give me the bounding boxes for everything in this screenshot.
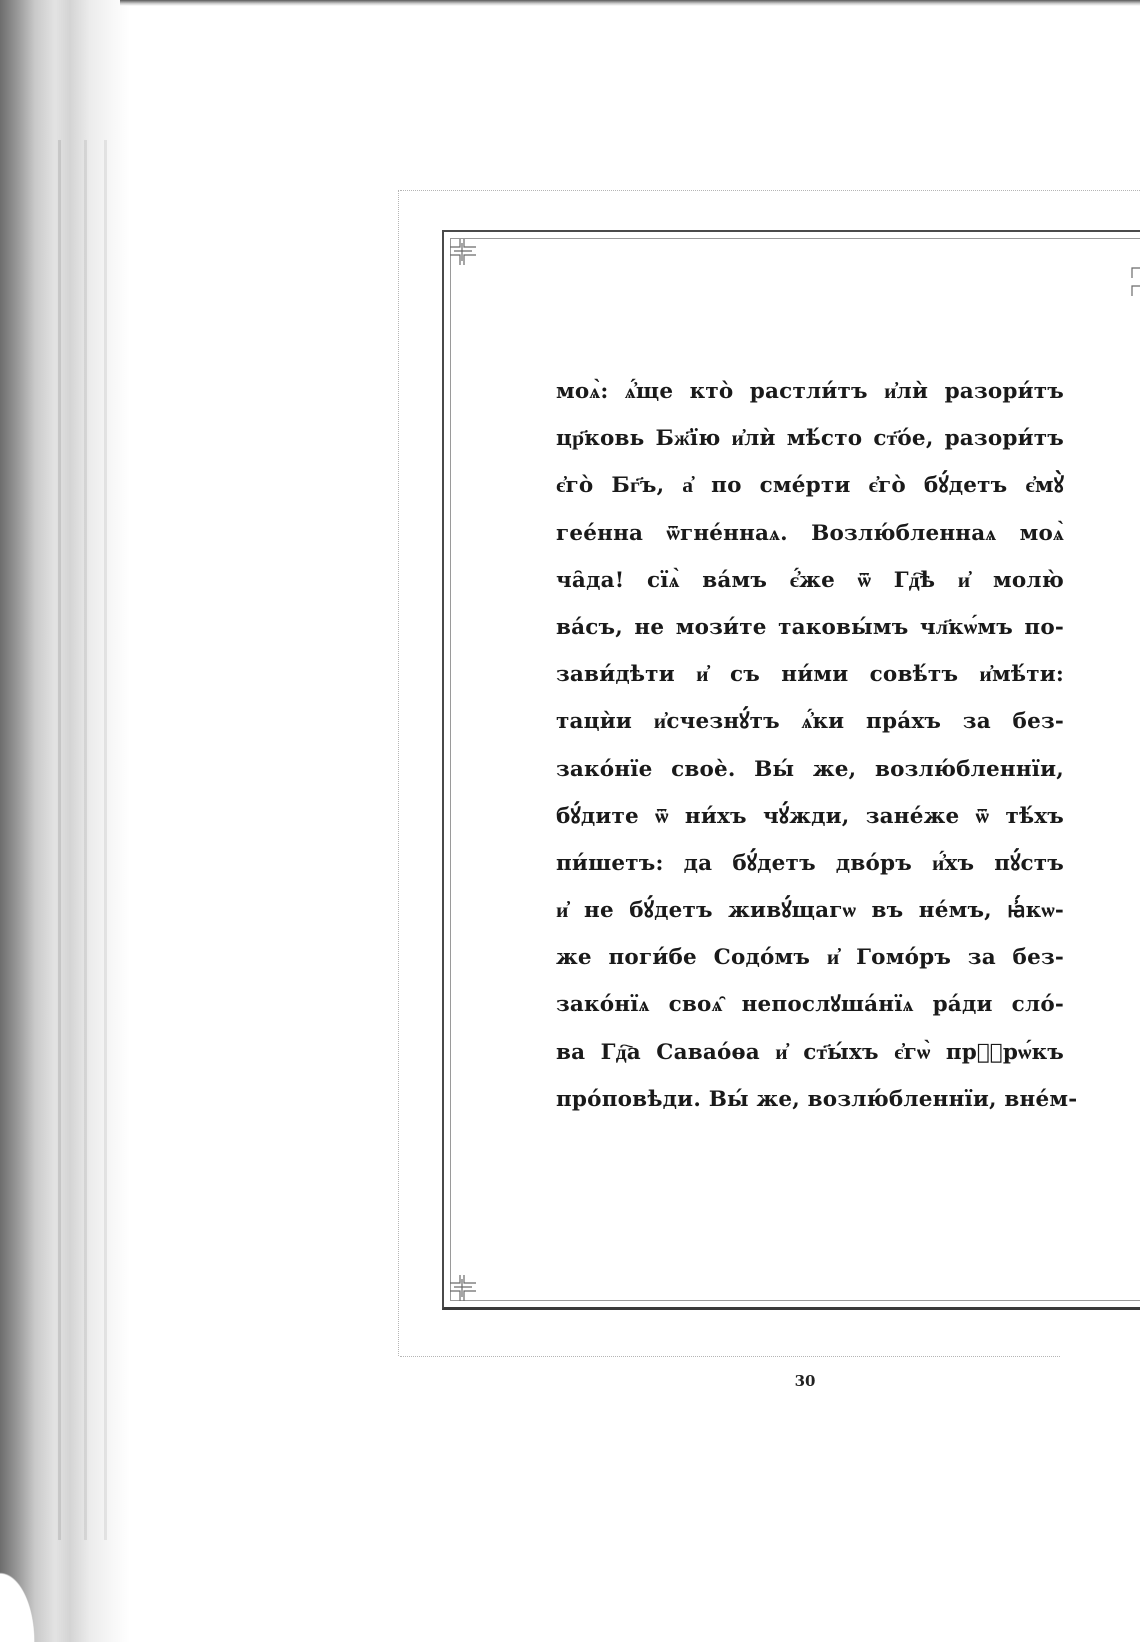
- page-corner-curl: [0, 1522, 60, 1642]
- text-line: цр҃ковь Бж҃їю и҆лѝ мѣ́сто ст҃о́е, разори́тъ: [556, 426, 1064, 452]
- page-top-edge: [120, 0, 1140, 6]
- text-line: гее́нна ѿгне́ннаѧ. Возлю́бленнаѧ моѧ̀: [556, 520, 1064, 546]
- guide-line-top: [400, 190, 1140, 191]
- text-line: и҆ не бꙋ́детъ живꙋ́щагѡ въ не́мъ, ꙗ҆́кѡ-: [556, 898, 1064, 924]
- text-line: пи́шетъ: да бꙋ́детъ дво́ръ и҆́хъ пꙋ́стъ: [556, 850, 1064, 876]
- text-line: бꙋ́дите ѿ ни́хъ чꙋ́жди, зане́же ѿ тѣ́хъ: [556, 803, 1064, 829]
- page-text: [556, 368, 1078, 1123]
- corner-ornament-top-left: [448, 237, 478, 267]
- binding-streak: [84, 140, 87, 1540]
- guide-line-left: [398, 190, 399, 1356]
- text-line: зако́нїе своѐ. Вы́ же, возлю́бленнїи,: [556, 756, 1064, 782]
- text-line: ва́съ, не мози́те таковы́мъ чл҃кѡ́мъ по-: [556, 614, 1064, 640]
- text-line: зако́нїѧ своѧ̑ непослꙋша́нїѧ ра́ди сло́-: [556, 992, 1064, 1018]
- corner-ornament-top-right: [1128, 262, 1140, 302]
- corner-ornament-bottom-left: [448, 1273, 478, 1303]
- text-line: тацѝи и҆счезнꙋ́тъ ѧ҆́ки пра́хъ за без-: [556, 709, 1064, 735]
- book-binding-shadow: [0, 0, 130, 1642]
- binding-streak: [58, 140, 61, 1540]
- guide-line-bottom: [400, 1356, 1060, 1357]
- text-line: про́повѣди. Вы́ же, возлю́бленнїи, вне́м-: [556, 1086, 1078, 1112]
- text-line: моѧ̀: ѧ҆́ще кто̀ растли́тъ и҆лѝ разори́тъ: [556, 379, 1064, 404]
- page-number: 30: [794, 1372, 816, 1390]
- text-line: зави́дѣти и҆ съ ни́ми совѣ́тъ и҆мѣ́ти:: [556, 662, 1064, 688]
- binding-streak: [104, 140, 107, 1540]
- text-line: ча̑да! сїѧ̀ ва́мъ є҆́же ѿ Гд҇ѣ и҆ молю̀: [556, 567, 1064, 593]
- text-line: є҆го̀ Бг҃ъ, а҆ по сме́рти є҆го̀ бꙋ́детъ є҆мꙋ̀: [556, 473, 1064, 499]
- text-line: же поги́бе Содо́мъ и҆ Гомо́ръ за без-: [556, 945, 1064, 971]
- text-line: ва Гд҇а Савао́ѳа и҆ ст҃ы́хъ є҆гѡ̀ прⷪ҇рѡ́къ: [556, 1039, 1064, 1065]
